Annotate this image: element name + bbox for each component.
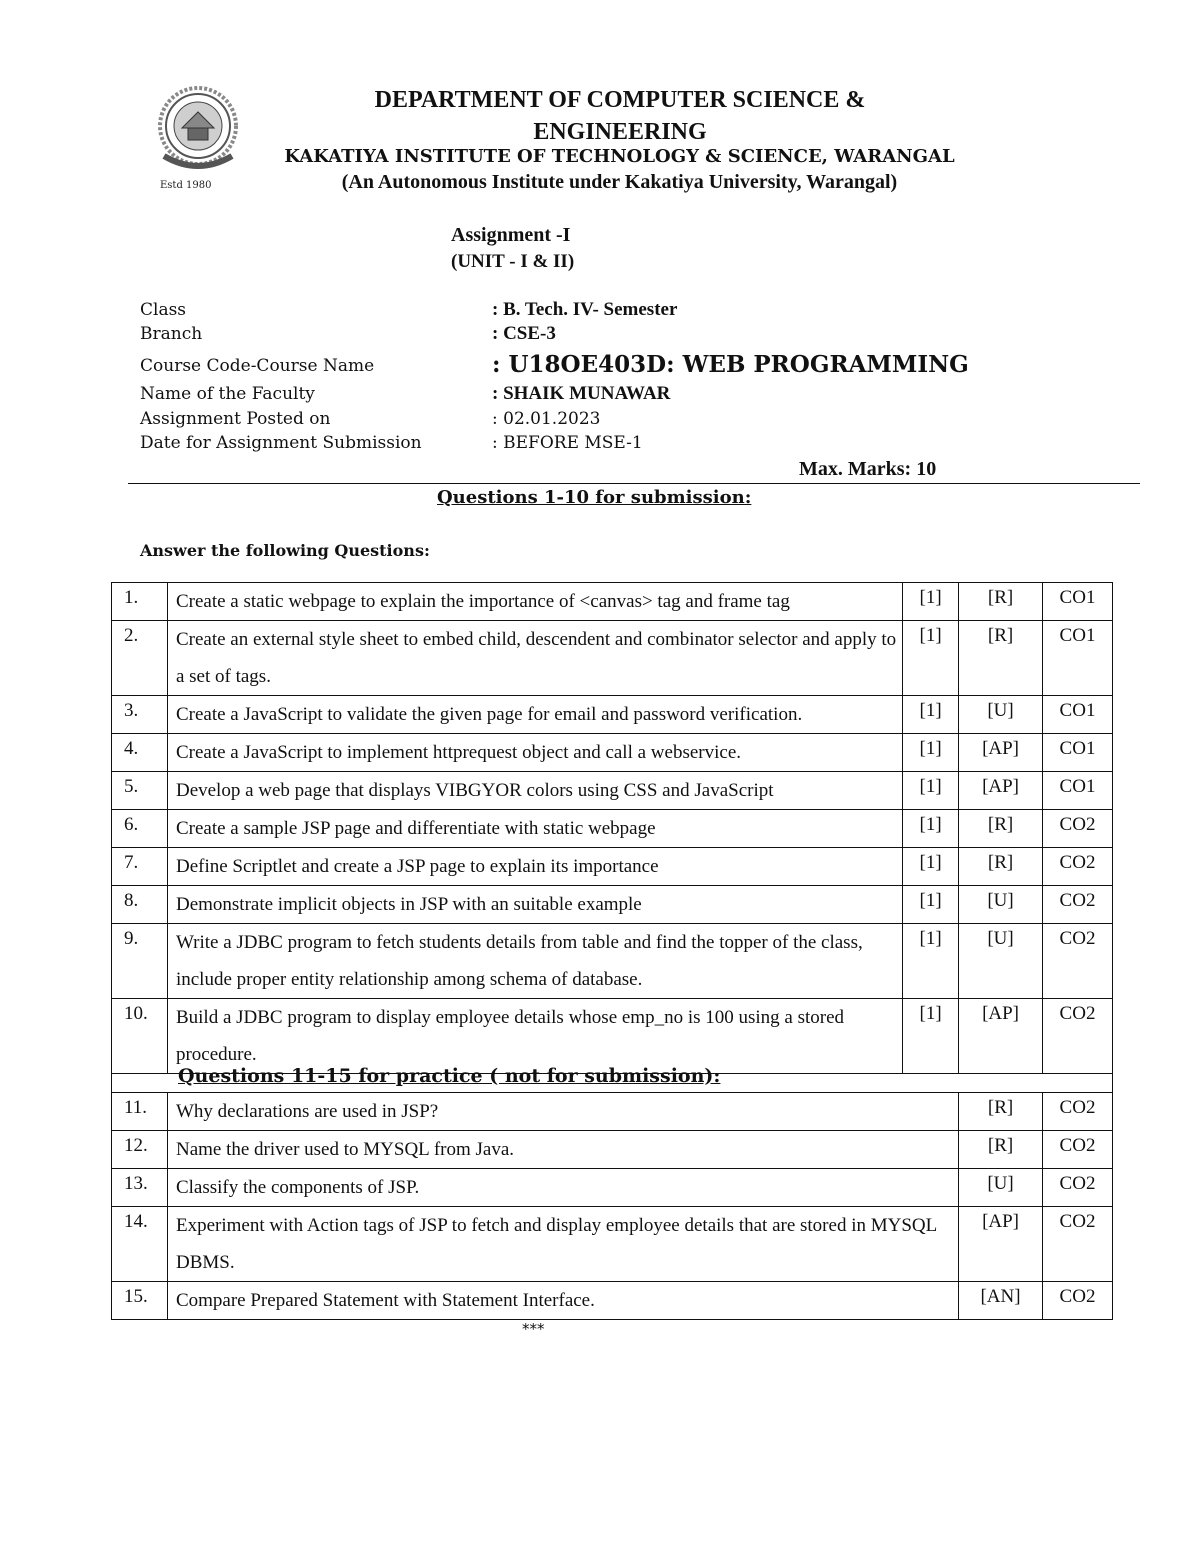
practice-row [112, 1131, 1113, 1169]
practice-number: 14. [112, 1207, 168, 1282]
institute-name: KAKATIYA INSTITUTE OF TECHNOLOGY & SCIENCE, WARANGAL [284, 146, 955, 167]
question-number: 7. [112, 848, 168, 886]
practice-text: Name the driver used to MYSQL from Java. [167, 1131, 958, 1169]
question-text: Develop a web page that displays VIBGYOR colors using CSS and JavaScript [167, 772, 902, 810]
question-co: CO2 [1043, 999, 1113, 1074]
question-level: [AP] [959, 772, 1043, 810]
question-co: CO1 [1043, 583, 1113, 621]
question-row [112, 848, 1113, 886]
practice-number: 15. [112, 1282, 168, 1320]
practice-co: CO2 [1043, 1207, 1113, 1282]
posted-value: : 02.01.2023 [492, 409, 601, 429]
question-co: CO1 [1043, 621, 1113, 696]
question-number: 2. [112, 621, 168, 696]
question-level: [R] [959, 848, 1043, 886]
practice-level: [AN] [959, 1282, 1043, 1320]
practice-questions-table [111, 1092, 1113, 1320]
horizontal-divider [128, 483, 1140, 484]
question-level: [R] [959, 621, 1043, 696]
practice-co: CO2 [1043, 1169, 1113, 1207]
question-number: 4. [112, 734, 168, 772]
question-level: [AP] [959, 999, 1043, 1074]
question-number: 5. [112, 772, 168, 810]
question-text: Create a JavaScript to validate the given page for email and password verification. [167, 696, 902, 734]
practice-row [112, 1282, 1113, 1320]
question-marks: [1] [903, 696, 959, 734]
question-co: CO1 [1043, 772, 1113, 810]
question-text: Create a JavaScript to implement httprequest object and call a webservice. [167, 734, 902, 772]
question-row [112, 621, 1113, 696]
question-co: CO2 [1043, 810, 1113, 848]
branch-label: Branch [140, 324, 203, 344]
practice-heading: Questions 11-15 for practice ( not for submission): [178, 1065, 721, 1087]
class-value: : B. Tech. IV- Semester [492, 299, 678, 320]
question-text: Create a static webpage to explain the importance of <canvas> tag and frame tag [167, 583, 902, 621]
question-row [112, 999, 1113, 1074]
submission-heading: Questions 1-10 for submission: [437, 487, 752, 508]
question-co: CO1 [1043, 734, 1113, 772]
practice-row [112, 1207, 1113, 1282]
question-row [112, 734, 1113, 772]
practice-text: Why declarations are used in JSP? [167, 1093, 958, 1131]
practice-text: Classify the components of JSP. [167, 1169, 958, 1207]
question-co: CO2 [1043, 924, 1113, 999]
question-number: 9. [112, 924, 168, 999]
question-marks: [1] [903, 583, 959, 621]
question-co: CO2 [1043, 848, 1113, 886]
question-level: [AP] [959, 734, 1043, 772]
question-text: Demonstrate implicit objects in JSP with an suitable example [167, 886, 902, 924]
question-marks: [1] [903, 999, 959, 1074]
due-value: : BEFORE MSE-1 [492, 433, 643, 453]
practice-co: CO2 [1043, 1093, 1113, 1131]
question-level: [R] [959, 583, 1043, 621]
question-row [112, 696, 1113, 734]
question-marks: [1] [903, 734, 959, 772]
practice-co: CO2 [1043, 1282, 1113, 1320]
question-level: [R] [959, 810, 1043, 848]
practice-row [112, 1093, 1113, 1131]
question-row [112, 810, 1113, 848]
faculty-label: Name of the Faculty [140, 384, 315, 404]
question-text: Build a JDBC program to display employee details whose emp_no is 100 using a stored procedure. [167, 999, 902, 1074]
submission-questions-table [111, 582, 1113, 1074]
question-marks: [1] [903, 772, 959, 810]
practice-level: [AP] [959, 1207, 1043, 1282]
question-text: Define Scriptlet and create a JSP page to explain its importance [167, 848, 902, 886]
practice-number: 12. [112, 1131, 168, 1169]
practice-level: [R] [959, 1093, 1043, 1131]
practice-level: [U] [959, 1169, 1043, 1207]
practice-text: Compare Prepared Statement with Statement Interface. [167, 1282, 958, 1320]
question-marks: [1] [903, 810, 959, 848]
question-number: 1. [112, 583, 168, 621]
course-value: : U18OE403D: WEB PROGRAMMING [492, 351, 969, 378]
assignment-title: Assignment -I [451, 224, 571, 246]
question-number: 6. [112, 810, 168, 848]
question-text: Create an external style sheet to embed child, descendent and combinator selector and apply to a set of tags. [167, 621, 902, 696]
question-marks: [1] [903, 621, 959, 696]
assignment-units: (UNIT - I & II) [451, 251, 575, 272]
course-label: Course Code-Course Name [140, 356, 375, 376]
question-number: 3. [112, 696, 168, 734]
practice-co: CO2 [1043, 1131, 1113, 1169]
question-level: [U] [959, 886, 1043, 924]
class-label: Class [140, 300, 187, 320]
practice-number: 11. [112, 1093, 168, 1131]
question-row [112, 924, 1113, 999]
department-title: DEPARTMENT OF COMPUTER SCIENCE & ENGINEERING [374, 87, 866, 145]
practice-level: [R] [959, 1131, 1043, 1169]
max-marks: Max. Marks: 10 [799, 458, 937, 480]
question-row [112, 772, 1113, 810]
answer-instruction: Answer the following Questions: [140, 541, 430, 560]
branch-value: : CSE-3 [492, 323, 556, 344]
question-row [112, 886, 1113, 924]
logo-estd-text: Estd 1980 [160, 180, 212, 191]
practice-number: 13. [112, 1169, 168, 1207]
question-co: CO1 [1043, 696, 1113, 734]
question-co: CO2 [1043, 886, 1113, 924]
autonomous-note: (An Autonomous Institute under Kakatiya University, Warangal) [341, 171, 898, 193]
question-text: Create a sample JSP page and differentiate with static webpage [167, 810, 902, 848]
practice-row [112, 1169, 1113, 1207]
institute-logo-seal [152, 78, 244, 196]
end-marker: *** [522, 1320, 545, 1338]
question-text: Write a JDBC program to fetch students details from table and find the topper of the class, include proper entity relationship among schema of database. [167, 924, 902, 999]
question-row [112, 583, 1113, 621]
due-label: Date for Assignment Submission [140, 433, 422, 453]
posted-label: Assignment Posted on [140, 409, 331, 429]
practice-text: Experiment with Action tags of JSP to fetch and display employee details that are stored in MYSQL DBMS. [167, 1207, 958, 1282]
question-marks: [1] [903, 924, 959, 999]
question-marks: [1] [903, 886, 959, 924]
faculty-value: : SHAIK MUNAWAR [492, 383, 671, 404]
question-marks: [1] [903, 848, 959, 886]
question-level: [U] [959, 924, 1043, 999]
question-number: 10. [112, 999, 168, 1074]
question-number: 8. [112, 886, 168, 924]
question-level: [U] [959, 696, 1043, 734]
